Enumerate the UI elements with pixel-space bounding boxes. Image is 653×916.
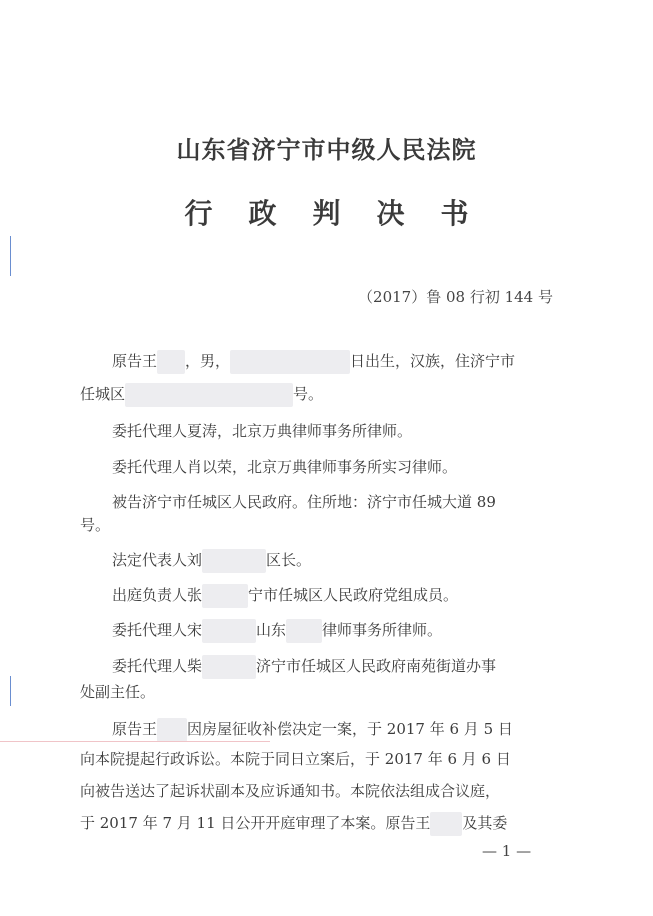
case-paragraph-line: 向本院提起行政诉讼。本院于同日立案后，于 2017 年 6 月 6 日 xyxy=(80,750,511,768)
doc-type-char: 行 xyxy=(184,197,213,230)
doc-type-char: 书 xyxy=(440,197,469,230)
text-segment: 山东 xyxy=(256,621,287,639)
redaction xyxy=(202,655,256,679)
text-segment: 任城区 xyxy=(80,385,126,403)
redaction xyxy=(430,812,462,836)
text-segment: 出庭负责人张 xyxy=(112,586,203,604)
redaction xyxy=(157,718,187,742)
court-name: 山东省济宁市中级人民法院 xyxy=(176,135,477,164)
text-segment: 委托代理人宋 xyxy=(112,621,203,639)
agent-line xyxy=(112,619,442,643)
text-segment: 原告王 xyxy=(112,352,158,370)
margin-mark xyxy=(10,676,11,706)
text-segment: 委托代理人柴 xyxy=(112,657,203,675)
agent-line xyxy=(112,655,496,679)
defendant-line: 号。 xyxy=(80,516,111,534)
doc-type-char: 判 xyxy=(312,197,341,230)
doc-type-char: 决 xyxy=(376,197,405,230)
doc-type-char: 政 xyxy=(248,197,277,230)
redaction xyxy=(230,350,350,374)
redaction xyxy=(286,619,322,643)
plaintiff-address-line xyxy=(80,383,323,407)
redaction xyxy=(157,350,185,374)
text-segment: 律师事务所律师。 xyxy=(322,621,443,639)
redaction xyxy=(202,549,266,573)
margin-line xyxy=(0,741,270,742)
case-paragraph-line xyxy=(80,812,507,836)
text-segment: 日出生，汉族，住济宁市 xyxy=(350,352,516,370)
margin-mark xyxy=(10,236,11,276)
text-segment: 原告王 xyxy=(112,720,158,738)
case-paragraph-line xyxy=(112,718,513,742)
agent-line: 处副主任。 xyxy=(80,683,156,701)
redaction xyxy=(202,584,248,608)
agent-line: 委托代理人夏涛，北京万典律师事务所律师。 xyxy=(112,422,413,440)
text-segment: 于 2017 年 7 月 11 日公开开庭审理了本案。原告王 xyxy=(80,814,431,832)
text-segment: 及其委 xyxy=(462,814,508,832)
text-segment: 济宁市任城区人民政府南苑街道办事 xyxy=(256,657,497,675)
defendant-line: 被告济宁市任城区人民政府。住所地：济宁市任城大道 89 xyxy=(112,493,496,511)
court-responsible-line xyxy=(112,584,458,608)
page-number: — 1 — xyxy=(482,842,532,860)
redaction xyxy=(125,383,293,407)
text-segment: 宁市任城区人民政府党组成员。 xyxy=(248,586,459,604)
text-segment: 区长。 xyxy=(266,551,312,569)
text-segment: 因房屋征收补偿决定一案，于 2017 年 6 月 5 日 xyxy=(187,720,513,738)
redaction xyxy=(202,619,256,643)
text-segment: ，男， xyxy=(185,352,231,370)
plaintiff-line xyxy=(112,350,515,374)
representative-line xyxy=(112,549,311,573)
agent-line: 委托代理人肖以荣，北京万典律师事务所实习律师。 xyxy=(112,458,458,476)
document-type xyxy=(0,192,653,232)
case-number: （2017）鲁 08 行初 144 号 xyxy=(358,288,553,306)
text-segment: 法定代表人刘 xyxy=(112,551,203,569)
case-paragraph-line: 向被告送达了起诉状副本及应诉通知书。本院依法组成合议庭， xyxy=(80,782,501,800)
text-segment: 号。 xyxy=(293,385,324,403)
